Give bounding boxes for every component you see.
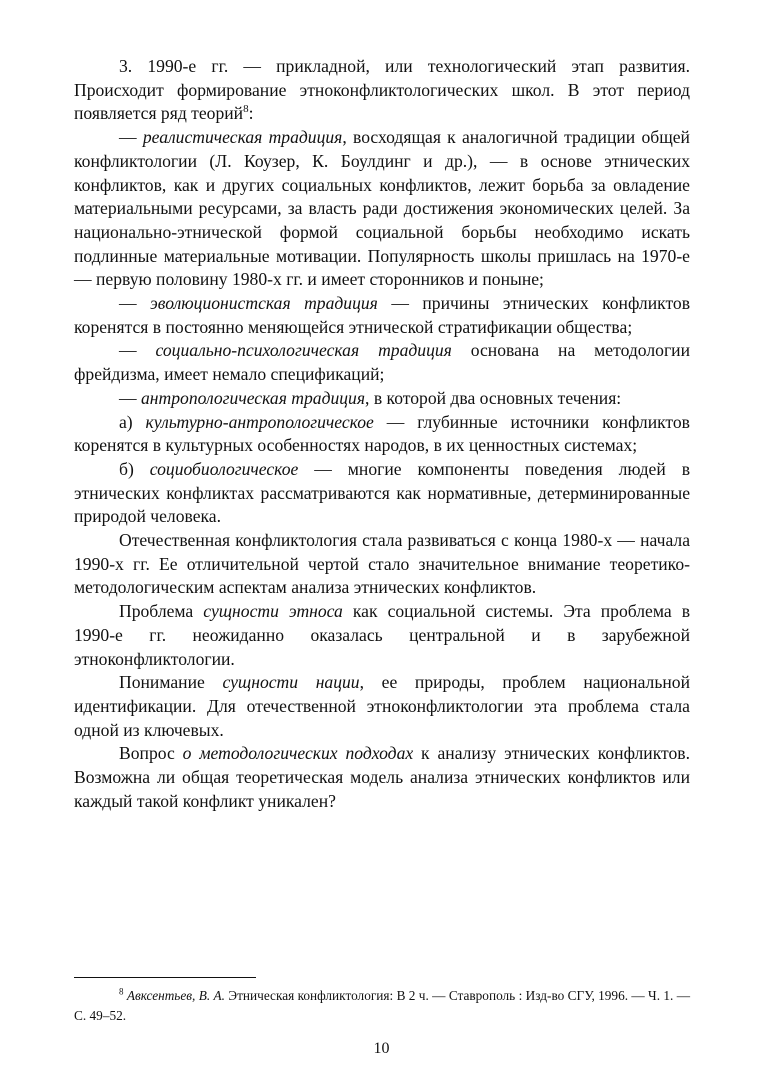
- italic-term: культурно-антропологическое: [145, 411, 374, 432]
- main-text: [74, 55, 690, 814]
- text-run: Понимание: [119, 672, 223, 693]
- footnote-divider: [74, 977, 256, 978]
- footnote-text: Этническая конфликтология: В 2 ч. — Ставрополь : Изд-во СГУ, 1996. — Ч. 1. — С. 49–52.: [74, 988, 690, 1023]
- text-run: к анализу этнических конфликтов. Возможна ли общая теоретическая модель анализа этнических конфликтов или каждый такой конфликт уникален?: [74, 743, 690, 811]
- text-run: —: [119, 127, 143, 148]
- footnote-reference: 8: [243, 103, 249, 116]
- text-run: —: [119, 340, 156, 361]
- footnote-author: Авксентьев, В. А.: [126, 988, 225, 1003]
- paragraph: [74, 671, 690, 742]
- text-run: а): [119, 411, 146, 432]
- text-run: 3. 1990-е гг. — прикладной, или технологический этап развития. Происходит формирование этноконфликтологических школ. В этот период появляется ряд теорий: [74, 56, 690, 124]
- text-run: Вопрос: [119, 743, 183, 764]
- paragraph: [74, 600, 690, 671]
- paragraph: [74, 339, 690, 386]
- paragraph: [74, 387, 690, 411]
- text-run: б): [119, 458, 150, 479]
- italic-term: о методологических подходах: [182, 743, 414, 764]
- footnote-marker: 8: [119, 986, 124, 997]
- paragraph: [74, 458, 690, 529]
- text-run: — причины этнических конфликтов коренятся в постоянно меняющейся этнической стратификации общества;: [74, 293, 691, 337]
- paragraph: [74, 529, 690, 600]
- paragraph: [74, 126, 690, 292]
- italic-term: антропологическая традиция: [141, 387, 366, 408]
- italic-term: сущности этноса: [203, 601, 343, 622]
- italic-term: социобиологическое: [149, 458, 299, 479]
- text-run: Отечественная конфликтология стала развиваться с конца 1980-х — начала 1990-х гг. Ее отличительной чертой стало значительное внимание теоретико-методологическим аспектам анализа этнических конфликтов.: [74, 530, 690, 598]
- page-number: 10: [373, 1040, 390, 1057]
- footnote: [74, 986, 690, 1026]
- text-run: —: [119, 293, 151, 314]
- text-run: как социальной системы. Эта проблема в 1990-е гг. неожиданно оказалась центральной и в зарубежной этноконфликтологии.: [74, 601, 691, 669]
- text-run: , ее природы, проблем национальной идентификации. Для отечественной этноконфликтологии эта проблема стала одной из ключевых.: [74, 672, 690, 740]
- text-run: — многие компоненты поведения людей в этнических конфликтах рассматриваются как нормативные, детерминированные природой человека.: [74, 458, 690, 527]
- text-run: —: [119, 387, 141, 408]
- paragraph: [74, 292, 690, 339]
- text-run: Проблема: [119, 601, 204, 622]
- paragraph: [74, 742, 690, 813]
- text-run: :: [248, 103, 254, 124]
- italic-term: социально-психологическая традиция: [155, 340, 452, 361]
- text-run: — глубинные источники конфликтов коренятся в культурных особенностях народов, в их ценностных системах;: [74, 411, 690, 456]
- italic-term: реалистическая традиция: [142, 127, 343, 148]
- italic-term: сущности нации: [222, 672, 360, 693]
- text-run: основана на методологии фрейдизма, имеет немало спецификаций;: [74, 340, 690, 385]
- paragraph: [74, 411, 690, 458]
- text-run: , восходящая к аналогичной традиции общей конфликтологии (Л. Коузер, К. Боулдинг и др.), — в основе этнических конфликтов, как и других социальных конфликтов, лежит борьба за овладение материальными ресурсами, за власть ради достижения экономических целей. За национально-этнической формой социальной борьбы необходимо искать подлинные материальные мотивации. Популярность школы пришлась на 1970-е — первую половину 1980-х гг. и имеет сторонников и поныне;: [74, 127, 690, 290]
- paragraph: [74, 55, 690, 126]
- italic-term: эволюционистская традиция: [150, 293, 378, 314]
- text-run: , в которой два основных течения:: [365, 387, 622, 408]
